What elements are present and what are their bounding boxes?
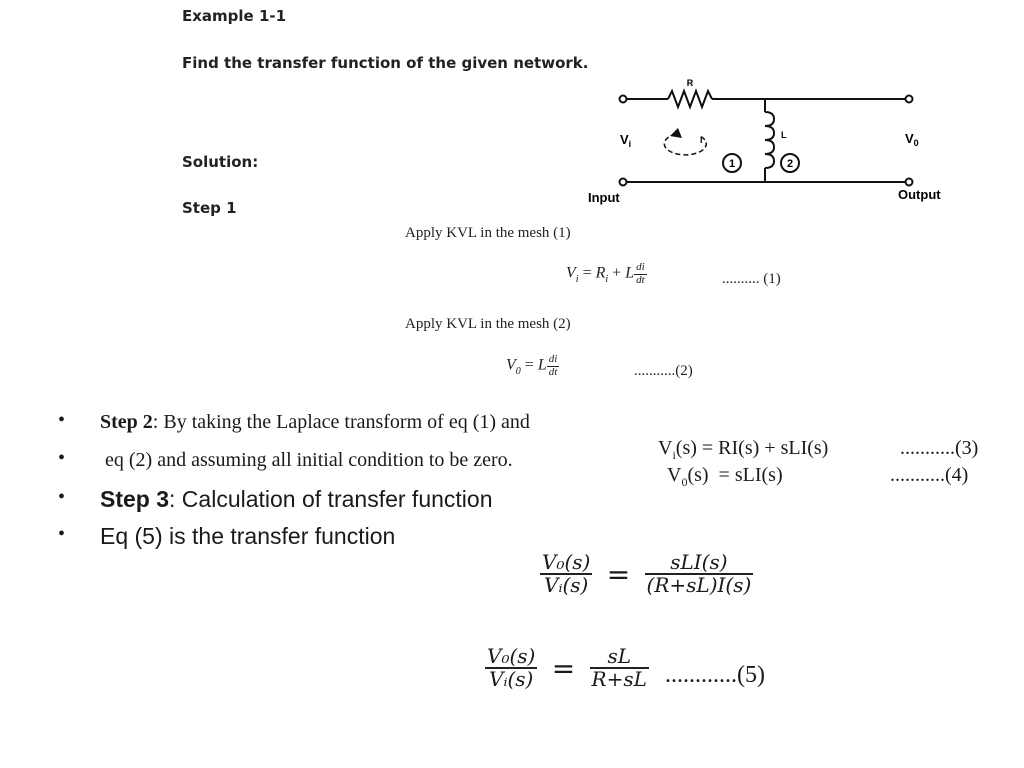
inductor-label: L <box>781 130 787 140</box>
output-label: Output <box>898 187 941 202</box>
step1-label: Step 1 <box>182 199 237 217</box>
equation-1-tag: .......... (1) <box>722 271 781 287</box>
vi-label: $V_i$ <box>620 132 632 149</box>
current-label: I <box>700 135 703 145</box>
problem-statement: Find the transfer function of the given network. <box>182 54 589 72</box>
input-top-terminal <box>620 96 627 103</box>
vo-label: $V_0$ <box>905 131 919 148</box>
transfer-function-eq5: $\frac{\text{V₀(s)}}{\text{Vᵢ(s)}}$ = $\frac{sL}{R+sL}$ <box>487 644 647 691</box>
equation-3-tag: ...........(3) <box>900 437 979 459</box>
mesh2-number: 2 <box>786 158 794 170</box>
kvl-mesh1-text: Apply KVL in the mesh (1) <box>405 225 571 241</box>
rl-circuit-diagram <box>588 70 970 210</box>
equation-5-tag: ............(5) <box>665 662 765 688</box>
output-bottom-terminal <box>906 179 913 186</box>
mesh1-number: 1 <box>728 158 736 170</box>
equation-2-tag: ...........(2) <box>634 363 693 379</box>
equation-3: $V_i(s) = RI(s) + sLI(s)$ <box>658 437 829 462</box>
equation-4: $V_0(s) = sLI(s)$ <box>667 464 783 489</box>
input-label: Input <box>588 190 620 205</box>
equation-2: $V_0 = L$ $\frac{di}{dt}$ <box>506 353 558 378</box>
equation-4-tag: ...........(4) <box>890 464 969 486</box>
transfer-derivation: $\frac{\text{V₀(s)}}{\text{Vᵢ(s)}}$ = $\frac{\text{sLI(s)}}{(R+sL)I(s)}$ <box>542 550 752 597</box>
input-bottom-terminal <box>620 179 627 186</box>
solution-label: Solution: <box>182 153 259 171</box>
kvl-mesh2-text: Apply KVL in the mesh (2) <box>405 316 571 332</box>
example-title: Example 1-1 <box>182 7 287 25</box>
resistor-label: R <box>686 78 694 88</box>
output-top-terminal <box>906 96 913 103</box>
inductor <box>765 112 774 168</box>
equation-1: $V_i = R_i + L$ $\frac{di}{dt}$ <box>566 261 645 286</box>
resistor <box>668 91 712 107</box>
